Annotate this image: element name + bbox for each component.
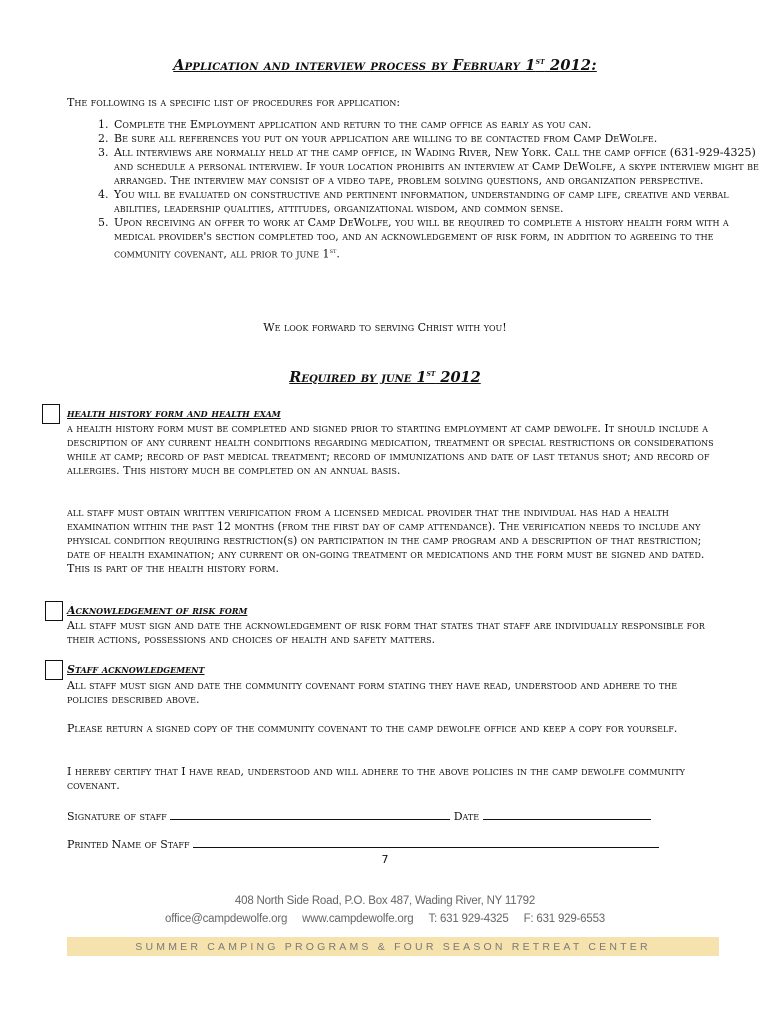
printed-name-label: Printed Name of Staff (67, 838, 190, 851)
date-field[interactable] (483, 809, 651, 820)
printed-name-row (67, 837, 659, 851)
footer-phone: T: 631 929-4325 (428, 913, 509, 925)
heading-required-by: Required by june 1st 2012 (289, 368, 481, 386)
risk-section-title: Acknowledgement of risk form (67, 604, 248, 617)
health-form-checkbox[interactable] (42, 404, 60, 424)
list-item: 1. Complete the Employment application and return to the camp office as early as you can. (112, 118, 762, 132)
footer-banner: SUMMER CAMPING PROGRAMS & FOUR SEASON RETREAT CENTER (67, 937, 719, 956)
list-item: 4. You will be evaluated on constructive and pertinent information, understanding of camp life, creative and verbal abilities, leadership qualities, attitudes, organizational wisdom, and common sense. (112, 188, 762, 216)
staff-section-title: Staff acknowledgement (67, 663, 205, 676)
signature-label: Signature of staff (67, 810, 167, 823)
footer-email[interactable]: office@campdewolfe.org (165, 913, 288, 925)
staff-paragraph-1: All staff must sign and date the community covenant form stating they have read, understood and adhere to the policies described above. (67, 679, 678, 706)
intro-text: The following is a specific list of procedures for application: (67, 96, 401, 109)
risk-paragraph: All staff must sign and date the acknowledgement of risk form that states that staff are individually responsible for their actions, possessions and choices of health and safety matters. (67, 619, 705, 646)
list-item: 2. Be sure all references you put on your application are willing to be contacted from Camp DeWolfe. (112, 132, 762, 146)
list-item: 5. Upon receiving an offer to work at Camp DeWolfe, you will be required to complete a history health form with a medical provider's section completed too, and an acknowledgement of risk form, in addition to agreeing to the community covenant, all prior to june 1st. (112, 216, 762, 262)
health-paragraph-1: a health history form must be completed and signed prior to starting employment at camp dewolfe. It should include a description of any current health conditions regarding medication, treatment or special restrictions or considerations while at camp; record of past medical treatment; record of immunizations and date of last tetanus shot; and record of allergies. This history much be completed on an annual basis. (67, 422, 714, 477)
signature-row (67, 809, 651, 823)
health-section-title: health history form and health exam (67, 407, 281, 420)
risk-form-checkbox[interactable] (45, 601, 63, 621)
staff-paragraph-3: I hereby certify that I have read, understood and will adhere to the above policies in the camp dewolfe community covenant. (67, 765, 685, 792)
footer-address: 408 North Side Road, P.O. Box 487, Wading River, NY 11792 (234, 895, 536, 907)
footer-fax: F: 631 929-6553 (523, 913, 605, 925)
signature-field[interactable] (170, 809, 450, 820)
date-label: Date (453, 810, 480, 823)
footer-contact (0, 913, 770, 925)
procedure-list (72, 118, 762, 262)
health-paragraph-2: all staff must obtain written verification from a licensed medical provider that the individual has had a health examination within the past 12 months (from the first day of camp attendance). The verification needs to include any physical condition requiring restriction(s) on participation in the camp program and a description of that restriction; date of health examination; any current or on-going treatment or medications and the form must be signed and dated. This is part of the health history form. (67, 506, 705, 575)
footer-website[interactable]: www.campdewolfe.org (302, 913, 414, 925)
closing-line: We look forward to serving Christ with you! (263, 321, 507, 334)
staff-paragraph-2: Please return a signed copy of the community covenant to the camp dewolfe office and keep a copy for yourself. (67, 722, 678, 735)
heading-application-process: Application and interview process by February 1st 2012: (173, 56, 597, 74)
staff-ack-checkbox[interactable] (45, 660, 63, 680)
printed-name-field[interactable] (193, 837, 659, 848)
page-number: 7 (381, 853, 389, 866)
list-item: 3. All interviews are normally held at the camp office, in Wading River, New York. Call the camp office (631-929-4325) and schedule a personal interview. If your location prohibits an interview at Camp DeWolfe, a skype interview might be arranged. The interview may consist of a video tape, problem solving questions, and organization perspective. (112, 146, 762, 188)
